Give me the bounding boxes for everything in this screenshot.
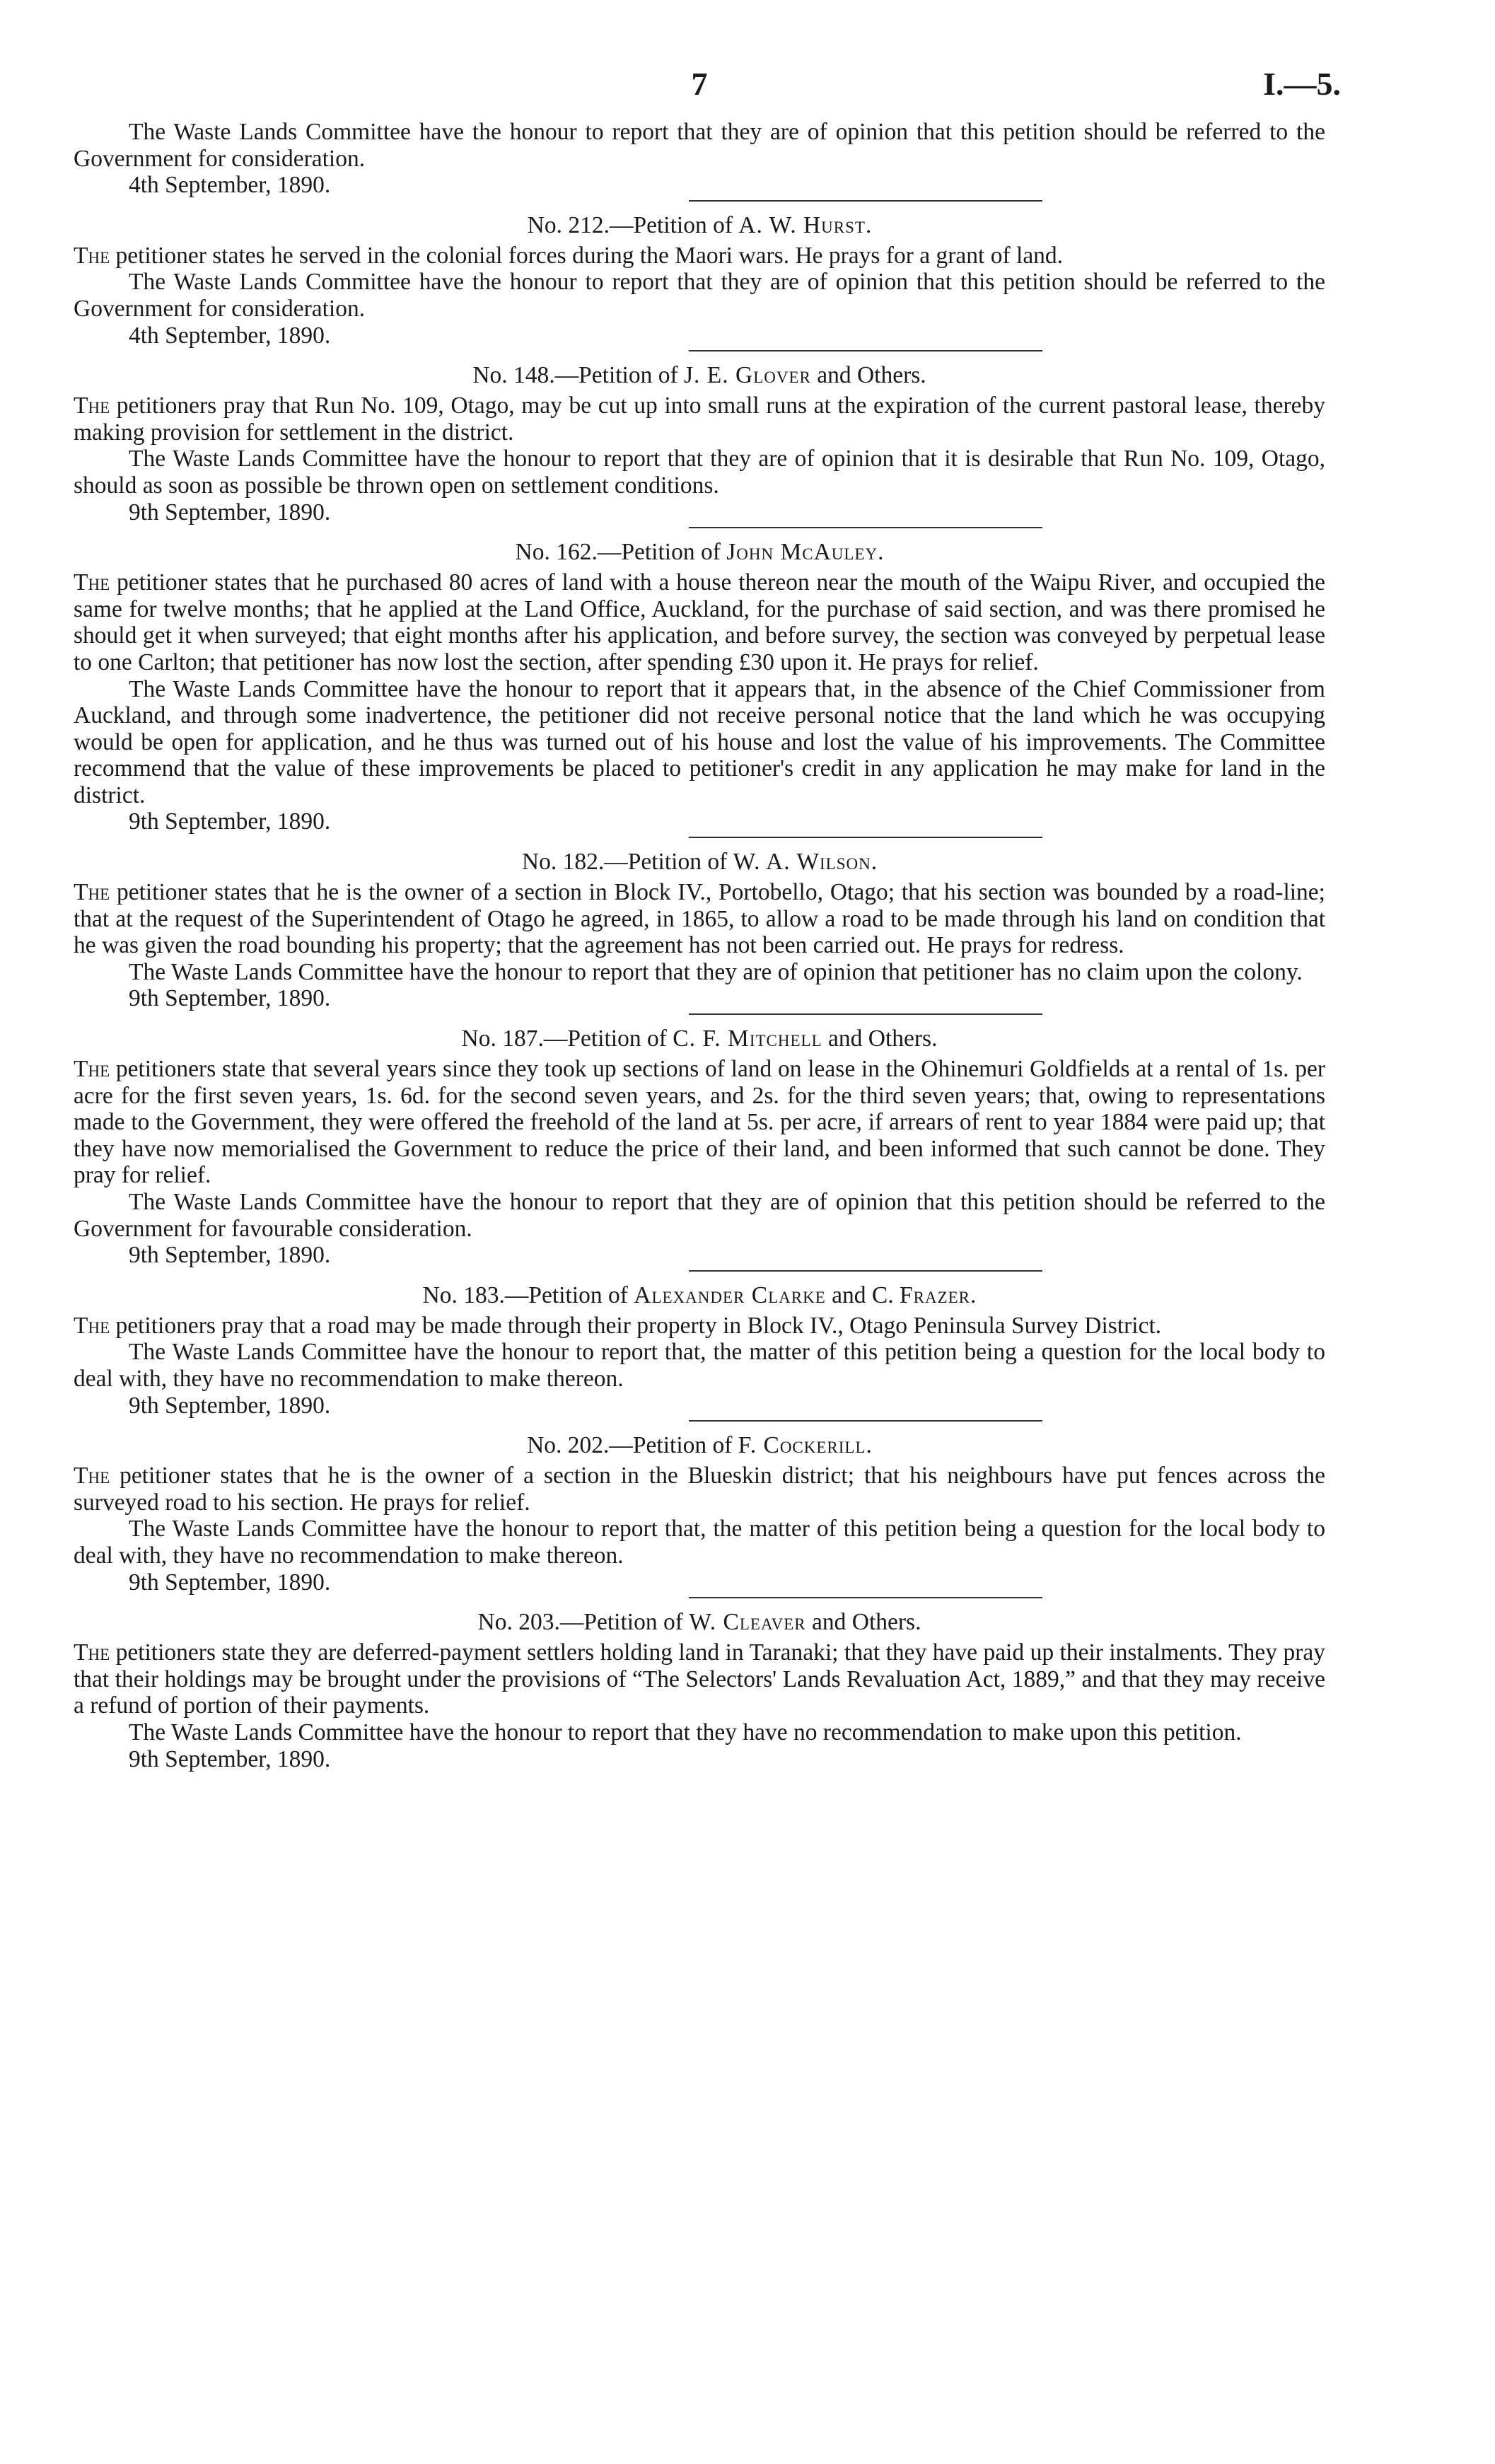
- petition-body: [74, 393, 1325, 446]
- petitioner-name: A. W. Hurst: [738, 211, 866, 238]
- petition-212: [74, 200, 1325, 349]
- petitioner-name: W. Cleaver: [689, 1609, 806, 1636]
- petition-text: petitioner states he served in the colonial forces during the Maori wars. He prays for a grant of land.: [110, 242, 1064, 269]
- committee-report: The Waste Lands Committee have the honour to report that they have no recommendation to make upon this petition.: [129, 1719, 1242, 1745]
- petition-body: [74, 1463, 1325, 1516]
- divider-rule: [689, 837, 1042, 838]
- petitioner-name: Alexander Clarke: [634, 1282, 826, 1308]
- petitioner-name: J. E. Glover: [684, 362, 811, 389]
- report-date: 9th September, 1890.: [129, 1242, 331, 1269]
- heading-suffix: .: [871, 849, 878, 876]
- report-date: 9th September, 1890.: [129, 1745, 331, 1772]
- committee-report: The Waste Lands Committee have the honour to report that they are of opinion that this petition should be referred to the Government for favourable consideration.: [74, 1189, 1325, 1242]
- divider-rule: [689, 1013, 1042, 1015]
- heading-suffix: .: [865, 211, 872, 238]
- intro-section: [74, 119, 1325, 199]
- heading-suffix: and Others.: [822, 1025, 938, 1052]
- petition-heading: [74, 1282, 1325, 1310]
- petition-body: [74, 879, 1325, 959]
- committee-report: The Waste Lands Committee have the honour to report that, the matter of this petition being a question for the local body to deal with, they have no recommendation to make thereon.: [74, 1339, 1325, 1392]
- petition-number: No. 148.—Petition of: [472, 362, 685, 389]
- lead-word: The: [74, 1312, 110, 1339]
- petition-text: petitioners pray that Run No. 109, Otago, may be cut up into small runs at the expiration of the current pastoral lease, thereby making provision for settlement in the district.: [74, 393, 1325, 446]
- petition-text: petitioner states that he is the owner of a section in the Blueskin district; that his neighbours have put fences across the surveyed road to his section. He prays for relief.: [74, 1463, 1325, 1516]
- petition-number: No. 203.—Petition of: [477, 1609, 690, 1636]
- petition-heading: [74, 1431, 1325, 1460]
- petition-body: [74, 243, 1325, 269]
- report-date: 9th September, 1890.: [129, 808, 331, 835]
- committee-report: The Waste Lands Committee have the honour to report that they are of opinion that this petition should be referred to the Government for consideration.: [74, 269, 1325, 322]
- divider-rule: [689, 1270, 1042, 1272]
- heading-suffix: and Others.: [805, 1609, 921, 1636]
- petitioner-name: W. A. Wilson: [733, 849, 871, 876]
- petition-number: No. 187.—Petition of: [461, 1025, 673, 1052]
- petition-text: petitioner states that he purchased 80 acres of land with a house thereon near the mouth of the Waipu River, and occupied the same for twelve months; that he applied at the Land Office, Auckland, for the purchase of said section, and was there promised he should get it when surveyed; that eight months after his application, and before survey, the section was conveyed by perpetual lease to one Carlton; that petitioner has now lost the section, after spending £30 upon it. He prays for relief.: [74, 569, 1325, 675]
- petitioner-name: F. Cockerill: [738, 1432, 866, 1459]
- committee-report: The Waste Lands Committee have the honour to report that they are of opinion that petitioner has no claim upon the colony.: [129, 958, 1303, 985]
- petition-187: [74, 1013, 1325, 1269]
- heading-suffix: and Others.: [810, 362, 926, 389]
- petition-body: [74, 1056, 1325, 1189]
- petition-heading: [74, 361, 1325, 390]
- committee-report: The Waste Lands Committee have the honour to report that, the matter of this petition being a question for the local body to deal with, they have no recommendation to make thereon.: [74, 1516, 1325, 1569]
- divider-rule: [689, 1420, 1042, 1422]
- petition-202: [74, 1420, 1325, 1596]
- petitioner-name: C. F. Mitchell: [673, 1025, 822, 1052]
- heading-suffix: and C.: [825, 1282, 900, 1308]
- page-header: [74, 65, 1341, 109]
- petition-heading: [74, 211, 1325, 240]
- paper-reference: I.—5.: [1263, 66, 1341, 102]
- lead-word: The: [74, 1639, 110, 1666]
- petition-148: [74, 350, 1325, 525]
- report-date: 9th September, 1890.: [129, 499, 331, 525]
- petition-heading: [74, 848, 1325, 876]
- petition-number: No. 162.—Petition of: [515, 539, 727, 566]
- divider-rule: [689, 350, 1042, 351]
- divider-rule: [689, 1597, 1042, 1598]
- petition-number: No. 212.—Petition of: [527, 211, 739, 238]
- petitioner-name: John McAuley: [726, 539, 878, 566]
- petition-number: No. 183.—Petition of: [422, 1282, 634, 1308]
- committee-report: The Waste Lands Committee have the honour to report that it appears that, in the absence of the Chief Commissioner from Auckland, and through some inadvertence, the petitioner did not receive personal notice that the land which he was occupying would be open for application, and he thus was turned out of his house and lost the value of his improvements. The Committee recommend that the value of these improvements be placed to petitioner's credit in any application he may make for land in the district.: [74, 675, 1325, 808]
- petition-number: No. 182.—Petition of: [521, 849, 733, 876]
- lead-word: The: [74, 1463, 110, 1489]
- petition-text: petitioner states that he is the owner of a section in Block IV., Portobello, Otago; that his section was bounded by a road-line; that at the request of the Superintendent of Otago he agreed, in 1865, to allow a road to be made through his land on condition that he was given the road bounding his property; that the agreement has not been carried out. He prays for redress.: [74, 879, 1325, 959]
- petition-182: [74, 837, 1325, 1012]
- petition-heading: [74, 538, 1325, 566]
- report-date: 4th September, 1890.: [129, 172, 331, 199]
- heading-suffix: .: [878, 539, 884, 566]
- petition-203: [74, 1597, 1325, 1772]
- report-date: 9th September, 1890.: [129, 1569, 331, 1596]
- petition-heading: [74, 1025, 1325, 1053]
- petition-text: petitioners state they are deferred-payment settlers holding land in Taranaki; that they have paid up their instalments. They pray that their holdings may be brought under the provisions of “The Selectors' Lands Revaluation Act, 1889,” and that they may receive a refund of portion of their payments.: [74, 1639, 1325, 1719]
- second-petitioner-name: Frazer: [900, 1282, 971, 1308]
- report-date: 9th September, 1890.: [129, 985, 331, 1012]
- heading-suffix: .: [866, 1432, 872, 1459]
- petition-162: [74, 527, 1325, 835]
- petition-heading: [74, 1608, 1325, 1637]
- divider-rule: [689, 527, 1042, 528]
- divider-rule: [689, 200, 1042, 202]
- committee-report: The Waste Lands Committee have the honour to report that they are of opinion that this petition should be referred to the Government for consideration.: [74, 119, 1325, 172]
- petition-number: No. 202.—Petition of: [527, 1432, 738, 1459]
- lead-word: The: [74, 242, 110, 269]
- petition-text: petitioners pray that a road may be made through their property in Block IV., Otago Peninsula Survey District.: [110, 1312, 1162, 1339]
- petition-body: [74, 1313, 1325, 1339]
- heading-suffix: .: [970, 1282, 977, 1308]
- petition-body: [74, 569, 1325, 675]
- page-number: 7: [691, 66, 708, 102]
- lead-word: The: [74, 879, 110, 906]
- lead-word: The: [74, 393, 110, 419]
- report-date: 4th September, 1890.: [129, 322, 331, 349]
- report-date: 9th September, 1890.: [129, 1392, 331, 1419]
- document-page: [74, 65, 1341, 1772]
- petition-text: petitioners state that several years since they took up sections of land on lease in the Ohinemuri Goldfields at a rental of 1s. per acre for the first seven years, 1s. 6d. for the second seven years, and 2s. for the third seven years; that, owing to representations made to the Government, they were offered the freehold of the land at 5s. per acre, if arrears of rent to year 1884 were paid up; that they have now memorialised the Government to reduce the price of their land, and been informed that such cannot be done. They pray for relief.: [74, 1056, 1325, 1189]
- petition-183: [74, 1270, 1325, 1419]
- committee-report: The Waste Lands Committee have the honour to report that they are of opinion that it is desirable that Run No. 109, Otago, should as soon as possible be thrown open on settlement conditions.: [74, 446, 1325, 499]
- lead-word: The: [74, 569, 110, 596]
- petition-body: [74, 1639, 1325, 1719]
- lead-word: The: [74, 1056, 110, 1083]
